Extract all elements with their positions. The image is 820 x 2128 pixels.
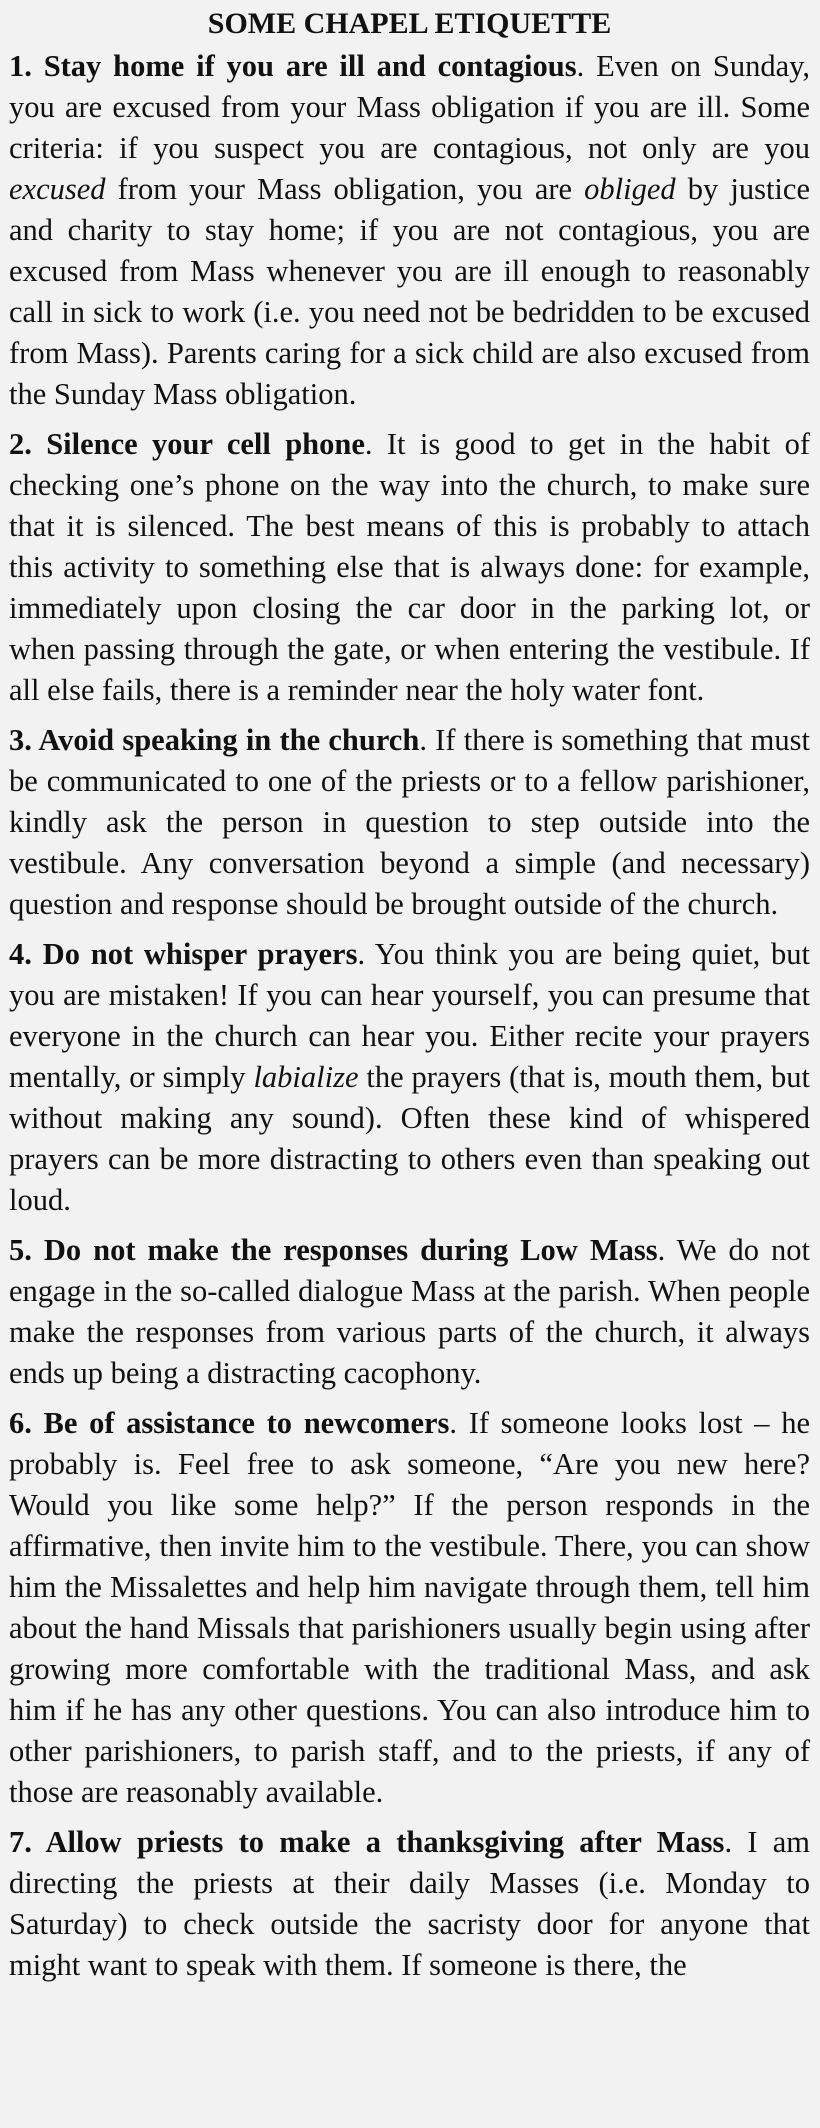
item-text: . Even on Sunday, you are excused from your Mass obligation if you are ill. Some criteria: if you suspect you are contagious, not only are you [9, 49, 811, 165]
item-text: . If there is something that must be communicated to one of the priests or to a fellow parishioner, kindly ask the person in question to step outside into the vestibule. Any conversation beyond a simple (and necessary) question and response should be brought outside of the church. [9, 723, 811, 921]
item-emphasis: excused [9, 172, 106, 206]
etiquette-item-6 [9, 1403, 810, 1813]
item-heading: 4. Do not whisper prayers [9, 937, 358, 971]
etiquette-item-7 [9, 1822, 810, 1986]
item-text: the prayers (that is, mouth them, but without making any sound). Often these kind of whispered prayers can be more distracting to others even than speaking out loud. [9, 1060, 811, 1217]
item-heading: 6. Be of assistance to newcomers [9, 1406, 450, 1440]
item-heading: 7. Allow priests to make a thanksgiving after Mass [9, 1825, 725, 1859]
item-text: . If someone looks lost – he probably is. Feel free to ask someone, “Are you new here? Would you like some help?” If the person responds in the affirmative, then invite him to the vestibule. There, you can show him the Missalettes and help him navigate through them, tell him about the hand Missals that parishioners usually begin using after growing more comfortable with the traditional Mass, and ask him if he has any other questions. You can also introduce him to other parishioners, to parish staff, and to the priests, if any of those are reasonably available. [9, 1406, 810, 1809]
item-text: by justice and charity to stay home; if you are not contagious, you are excused from Mass whenever you are ill enough to reasonably call in sick to work (i.e. you need not be bedridden to be excused from Mass). Parents caring for a sick child are also excused from the Sunday Mass obligation. [9, 172, 810, 411]
document-title: SOME CHAPEL ETIQUETTE [207, 7, 612, 40]
etiquette-item-1 [9, 46, 810, 415]
item-heading: 3. Avoid speaking in the church [9, 723, 420, 757]
item-text: . We do not engage in the so-called dialogue Mass at the parish. When people make the responses from various parts of the church, it always ends up being a distracting cacophony. [9, 1233, 810, 1390]
item-emphasis: obliged [584, 172, 676, 206]
item-heading: 1. Stay home if you are ill and contagious [9, 49, 577, 83]
item-emphasis: labialize [253, 1060, 359, 1094]
etiquette-item-5 [9, 1230, 810, 1394]
item-text: from your Mass obligation, you are [105, 172, 585, 206]
item-text: . It is good to get in the habit of checking one’s phone on the way into the church, to make sure that it is silenced. The best means of this is probably to attach this activity to something else that is always done: for example, immediately upon closing the car door in the parking lot, or when passing through the gate, or when entering the vestibule. If all else fails, there is a reminder near the holy water font. [9, 427, 810, 707]
item-heading: 2. Silence your cell phone [9, 427, 365, 461]
item-text: . You think you are being quiet, but you are mistaken! If you can hear yourself, you can presume that everyone in the church can hear you. Either recite your prayers mentally, or simply [9, 937, 810, 1094]
etiquette-item-3 [9, 720, 810, 925]
item-heading: 5. Do not make the responses during Low Mass [9, 1233, 658, 1267]
etiquette-item-2 [9, 424, 810, 711]
etiquette-item-4 [9, 934, 810, 1221]
item-text: . I am directing the priests at their daily Masses (i.e. Monday to Saturday) to check outside the sacristy door for anyone that might want to speak with them. If someone is there, the [9, 1825, 810, 1982]
